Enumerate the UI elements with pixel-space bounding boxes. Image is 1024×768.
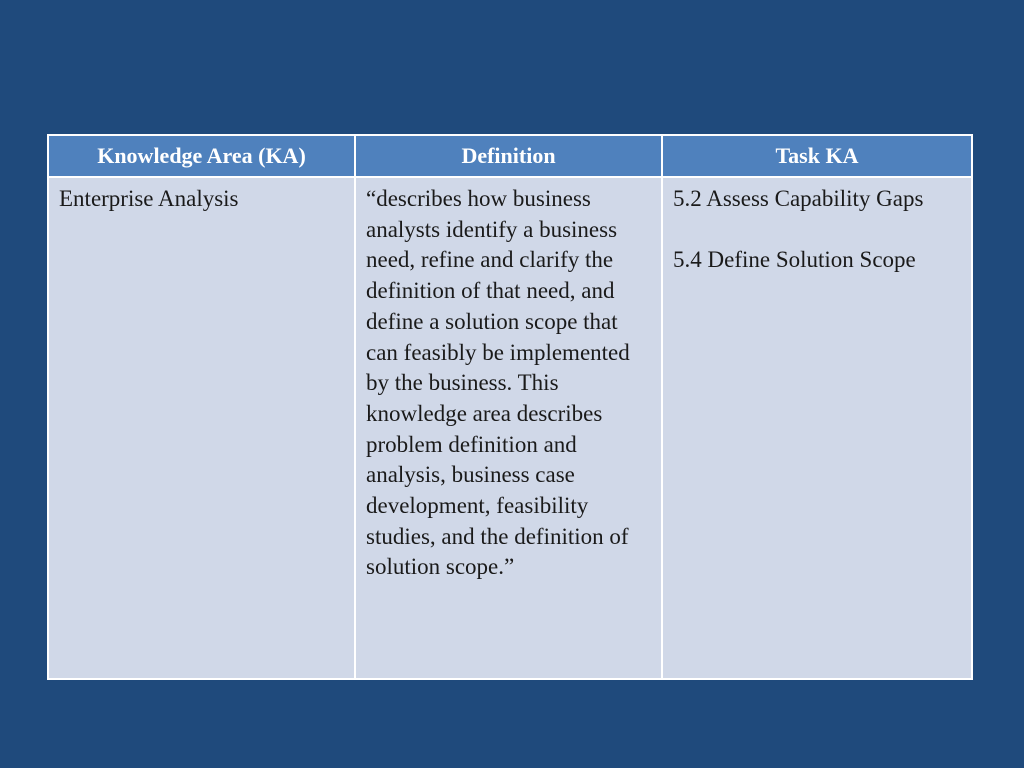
task-item: 5.2 Assess Capability Gaps xyxy=(673,186,924,211)
table-row xyxy=(48,177,972,679)
header-definition: Definition xyxy=(355,135,662,177)
header-task-ka: Task KA xyxy=(662,135,972,177)
knowledge-area-table xyxy=(47,134,973,680)
table-header-row xyxy=(48,135,972,177)
cell-definition: “describes how business analysts identify a business need, refine and clarify the definition of that need, and define a solution scope that can feasibly be implemented by the business. This knowledge area describes problem definition and analysis, business case development, feasibility studies, and the definition of solution scope.” xyxy=(355,177,662,679)
cell-knowledge-area: Enterprise Analysis xyxy=(48,177,355,679)
header-knowledge-area: Knowledge Area (KA) xyxy=(48,135,355,177)
cell-task-ka xyxy=(662,177,972,679)
task-item: 5.4 Define Solution Scope xyxy=(673,247,916,273)
